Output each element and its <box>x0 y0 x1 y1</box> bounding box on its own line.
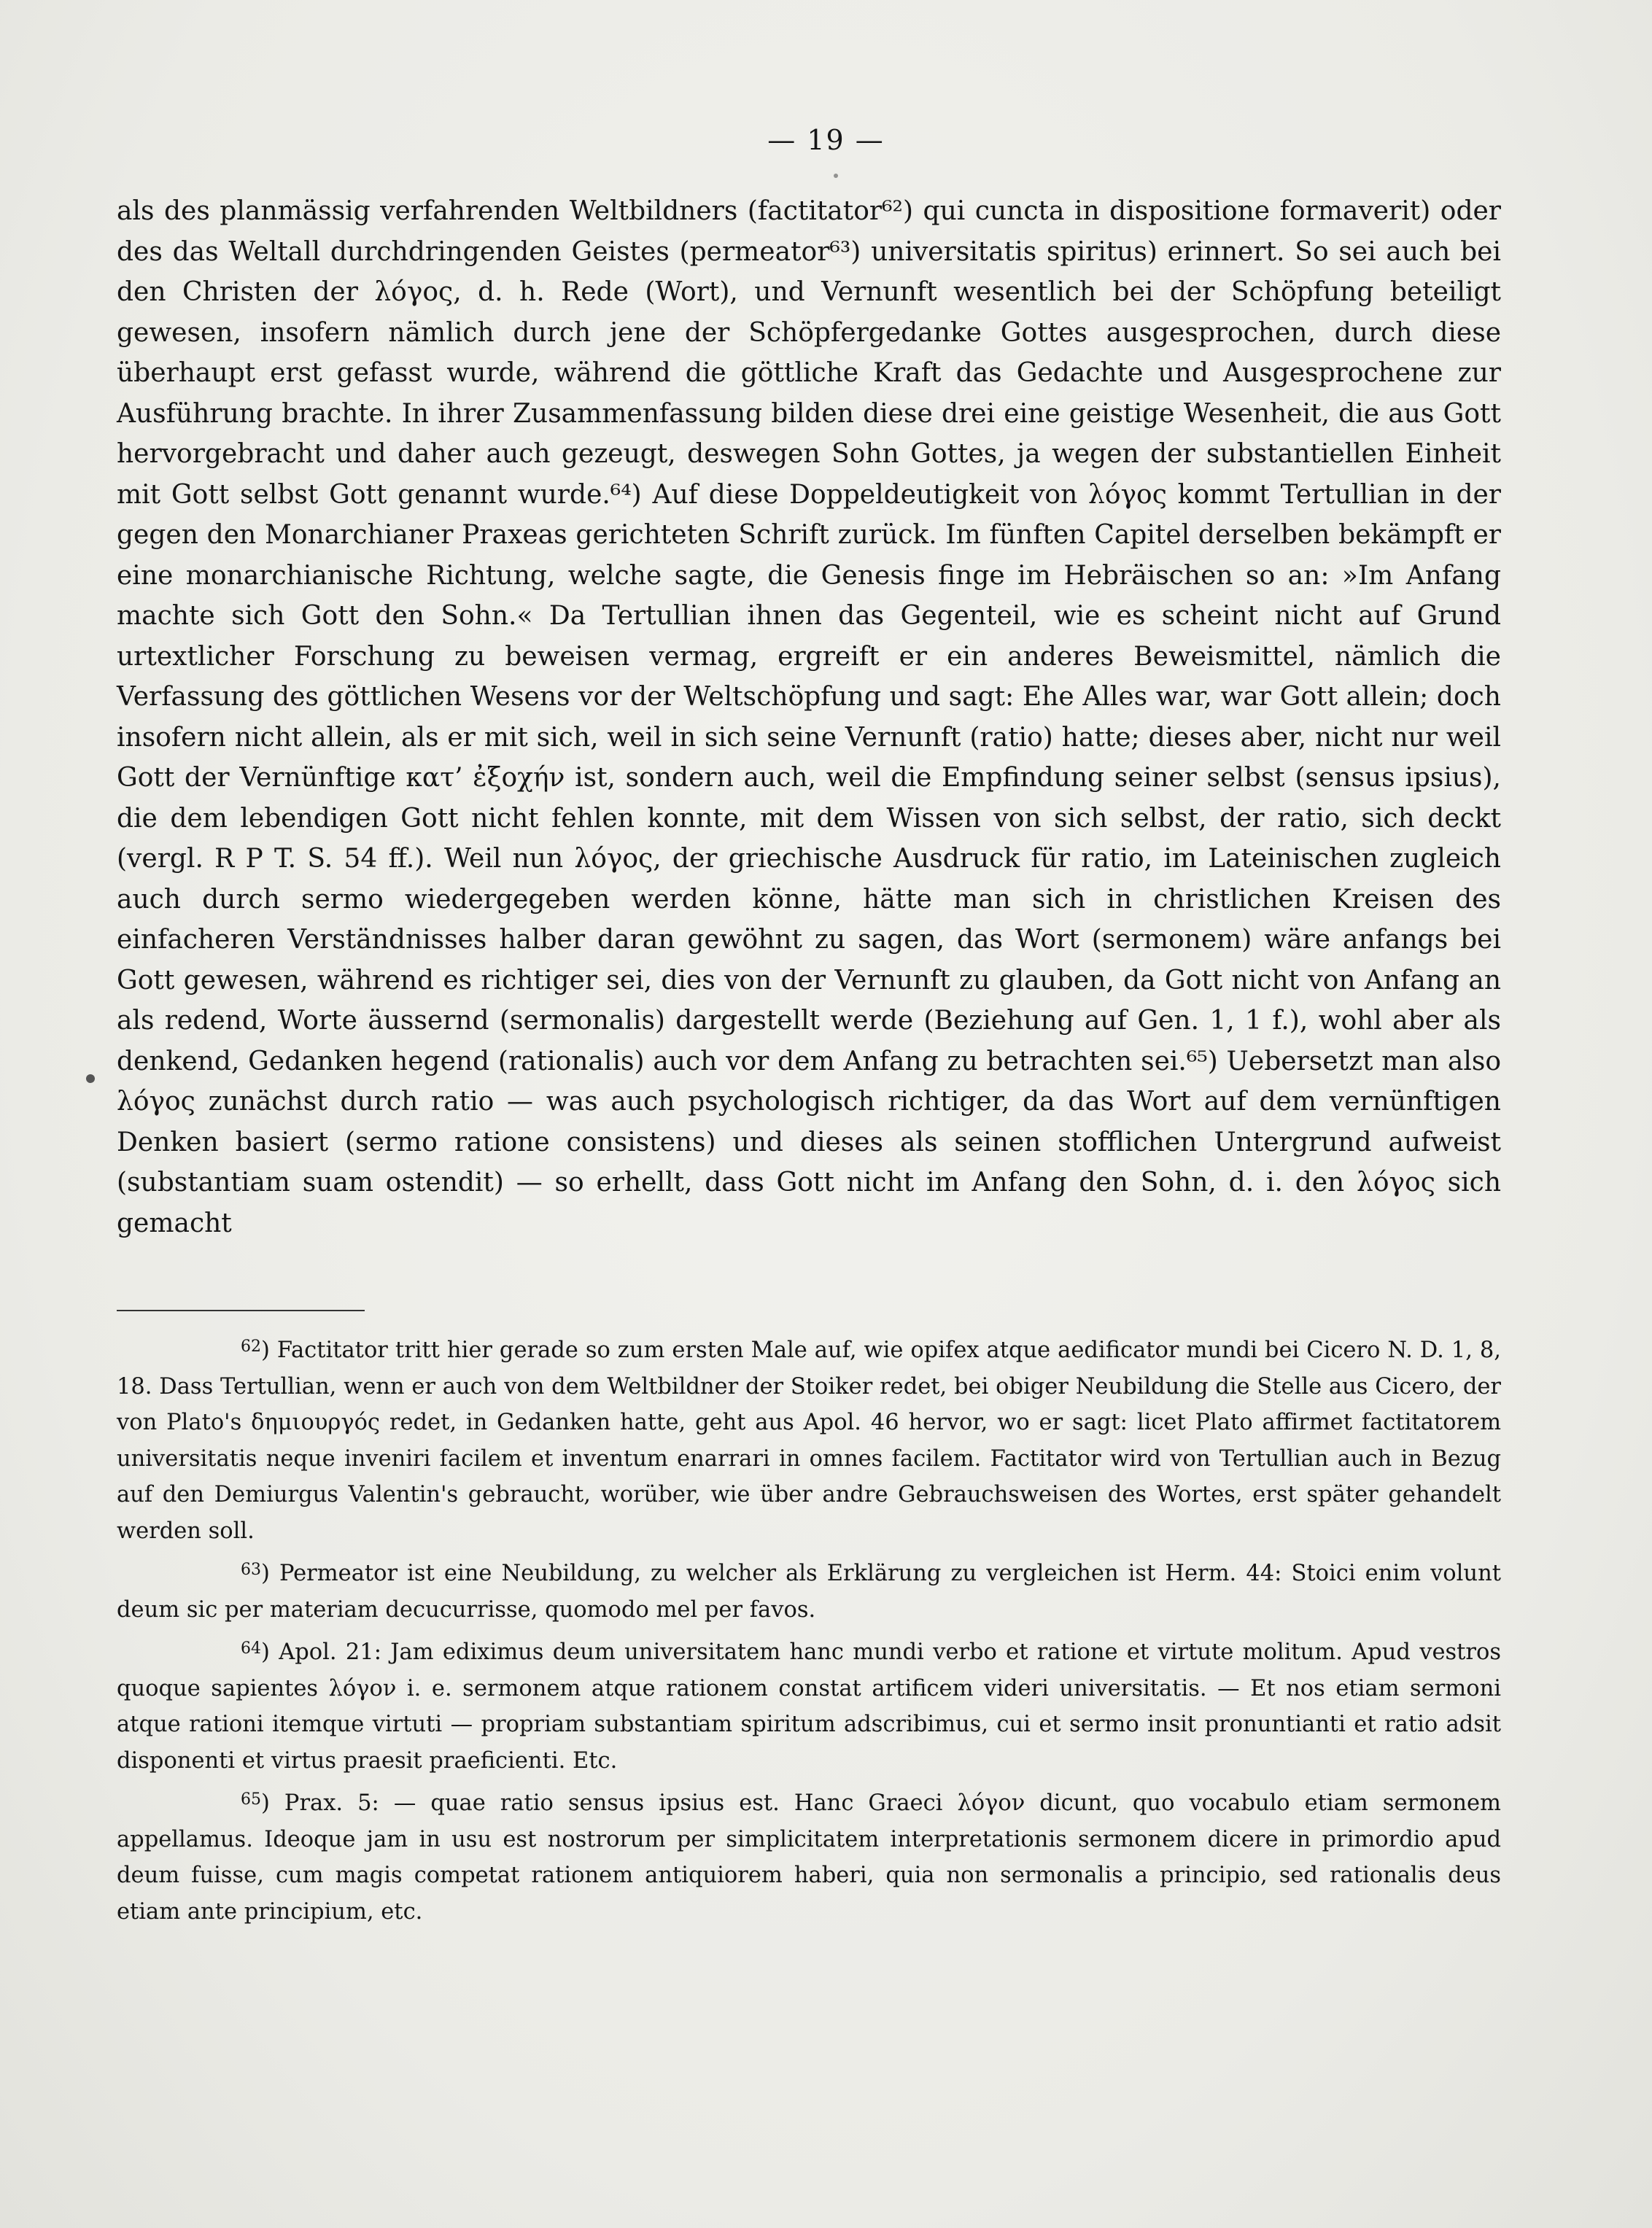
main-paragraph: als des planmässig verfahrenden Weltbildners (factitator⁶²) qui cuncta in dispositione formaverit) oder des das Weltall durchdringenden Geistes (permeator⁶³) universitatis spiritus) erinnert. So sei auch bei den Christen der λόγος, d. h. Rede (Wort), und Vernunft wesentlich bei der Schöpfung beteiligt gewesen, insofern nämlich durch jene der Schöpfergedanke Gottes ausgesprochen, durch diese überhaupt erst gefasst wurde, während die göttliche Kraft das Gedachte und Ausgesprochene zur Ausführung brachte. In ihrer Zusammenfassung bilden diese drei eine geistige Wesenheit, die aus Gott hervorgebracht und daher auch gezeugt, deswegen Sohn Gottes, ja wegen der substantiellen Einheit mit Gott selbst Gott genannt wurde.⁶⁴) Auf diese Doppeldeutigkeit von λόγος kommt Tertullian in der gegen den Monarchianer Praxeas gerichteten Schrift zurück. Im fünften Capitel derselben bekämpft er eine monarchianische Richtung, welche sagte, die Genesis finge im Hebräischen so an: »Im Anfang machte sich Gott den Sohn.« Da Tertullian ihnen das Gegenteil, wie es scheint nicht auf Grund urtextlicher Forschung zu beweisen vermag, ergreift er ein anderes Beweismittel, nämlich die Verfassung des göttlichen Wesens vor der Weltschöpfung und sagt: Ehe Alles war, war Gott allein; doch insofern nicht allein, als er mit sich, weil in sich seine Vernunft (ratio) hatte; dieses aber, nicht nur weil Gott der Vernünftige κατ’ ἐξοχήν ist, sondern auch, weil die Empfindung seiner selbst (sensus ipsius), die dem lebendigen Gott nicht fehlen konnte, mit dem Wissen von sich selbst, der ratio, sich deckt (vergl. R P T. S. 54 ff.). Weil nun λόγος, der griechische Ausdruck für ratio, im Lateinischen zugleich auch durch sermo wiedergegeben werden könne, hätte man sich in christlichen Kreisen des einfacheren Verständnisses halber daran gewöhnt zu sagen, das Wort (sermonem) wäre anfangs bei Gott gewesen, während es richtiger sei, dies von der Vernunft zu glauben, da Gott nicht von Anfang an als redend, Worte äussernd (sermonalis) dargestellt werde (Beziehung auf Gen. 1, 1 f.), wohl aber als denkend, Gedanken hegend (rationalis) auch vor dem Anfang zu betrachten sei.⁶⁵) Uebersetzt man also λόγος zunächst durch ratio — was auch psychologisch richtiger, da das Wort auf dem vernünftigen Denken basiert (sermo ratione consistens) und dieses als seinen stofflichen Untergrund aufweist (substantiam suam ostendit) — so erhellt, dass Gott nicht im Anfang den Sohn, d. i. den λόγος sich gemacht <box>117 196 1501 1238</box>
footnote-divider <box>117 1310 365 1311</box>
ink-speck <box>834 174 838 178</box>
footnote-marker: 63 <box>241 1561 261 1579</box>
footnote-marker: 62 <box>241 1338 261 1356</box>
footnotes <box>117 1329 1501 1933</box>
main-text <box>117 191 1501 1243</box>
footnote-64: $^{64}$) Apol. 21: Jam ediximus deum universitatem hanc mundi verbo et ratione et virtute molitum. Apud vestros quoque sapientes λόγον i. e. sermonem atque rationem constat artificem videri universitatis. — Et nos etiam sermoni atque rationi itemque virtuti — propriam substantiam spiritum adscribimus, cui et sermo insit pronuntianti et ratio adsit disponenti et virtus praesit praeficienti. Etc. <box>117 1639 1501 1774</box>
footnote-text: Factitator tritt hier gerade so zum ersten Male auf, wie opifex atque aedificator mundi bei Cicero N. D. 1, 8, 18. Dass Tertullian, wenn er auch von dem Weltbildner der Stoiker redet, bei obiger Neubildung die Stelle aus Cicero, der von Plato's δημιουργός redet, in Gedanken hatte, geht aus Apol. 46 hervor, wo er sagt: licet Plato affirmet factitatorem universitatis neque inveniri facilem et inventum enarrari in omnes facilem. Factitator wird von Tertullian auch in Bezug auf den Demiurgus Valentin's gebraucht, worüber, wie über andre Gebrauchsweisen des Wortes, erst später gehandelt werden soll. <box>117 1338 1501 1544</box>
ink-speck <box>86 1074 95 1083</box>
page-number: — 19 — <box>767 124 885 156</box>
footnote-text: Permeator ist eine Neubildung, zu welcher als Erklärung zu vergleichen ist Herm. 44: Stoici enim volunt deum sic per materiam decucurrisse, quomodo mel per favos. <box>117 1561 1501 1623</box>
footnote-62: $^{62}$) Factitator tritt hier gerade so zum ersten Male auf, wie opifex atque aedificator mundi bei Cicero N. D. 1, 8, 18. Dass Tertullian, wenn er auch von dem Weltbildner der Stoiker redet, bei obiger Neubildung die Stelle aus Cicero, der von Plato's δημιουργός redet, in Gedanken hatte, geht aus Apol. 46 hervor, wo er sagt: licet Plato affirmet factitatorem universitatis neque inveniri facilem et inventum enarrari in omnes facilem. Factitator wird von Tertullian auch in Bezug auf den Demiurgus Valentin's gebraucht, worüber, wie über andre Gebrauchsweisen des Wortes, erst später gehandelt werden soll. <box>117 1338 1501 1544</box>
footnote-marker: 65 <box>241 1790 261 1809</box>
footnote-63: $^{63}$) Permeator ist eine Neubildung, zu welcher als Erklärung zu vergleichen ist Herm. 44: Stoici enim volunt deum sic per materiam decucurrisse, quomodo mel per favos. <box>117 1561 1501 1623</box>
footnote-text: Prax. 5: — quae ratio sensus ipsius est. Hanc Graeci λόγον dicunt, quo vocabulo etiam sermonem appellamus. Ideoque jam in usu est nostrorum per simplicitatem interpretationis sermonem dicere in primordio apud deum fuisse, cum magis competat rationem antiquiorem haberi, quia non sermonalis a principio, sed rationalis deus etiam ante principium, etc. <box>117 1790 1501 1925</box>
footnote-65: $^{65}$) Prax. 5: — quae ratio sensus ipsius est. Hanc Graeci λόγον dicunt, quo vocabulo etiam sermonem appellamus. Ideoque jam in usu est nostrorum per simplicitatem interpretationis sermonem dicere in primordio apud deum fuisse, cum magis competat rationem antiquiorem haberi, quia non sermonalis a principio, sed rationalis deus etiam ante principium, etc. <box>117 1790 1501 1925</box>
footnote-text: Apol. 21: Jam ediximus deum universitatem hanc mundi verbo et ratione et virtute molitum. Apud vestros quoque sapientes λόγον i. e. sermonem atque rationem constat artificem videri universitatis. — Et nos etiam sermoni atque rationi itemque virtuti — propriam substantiam spiritum adscribimus, cui et sermo insit pronuntianti et ratio adsit disponenti et virtus praesit praeficienti. Etc. <box>117 1639 1501 1774</box>
footnote-marker: 64 <box>241 1639 261 1658</box>
